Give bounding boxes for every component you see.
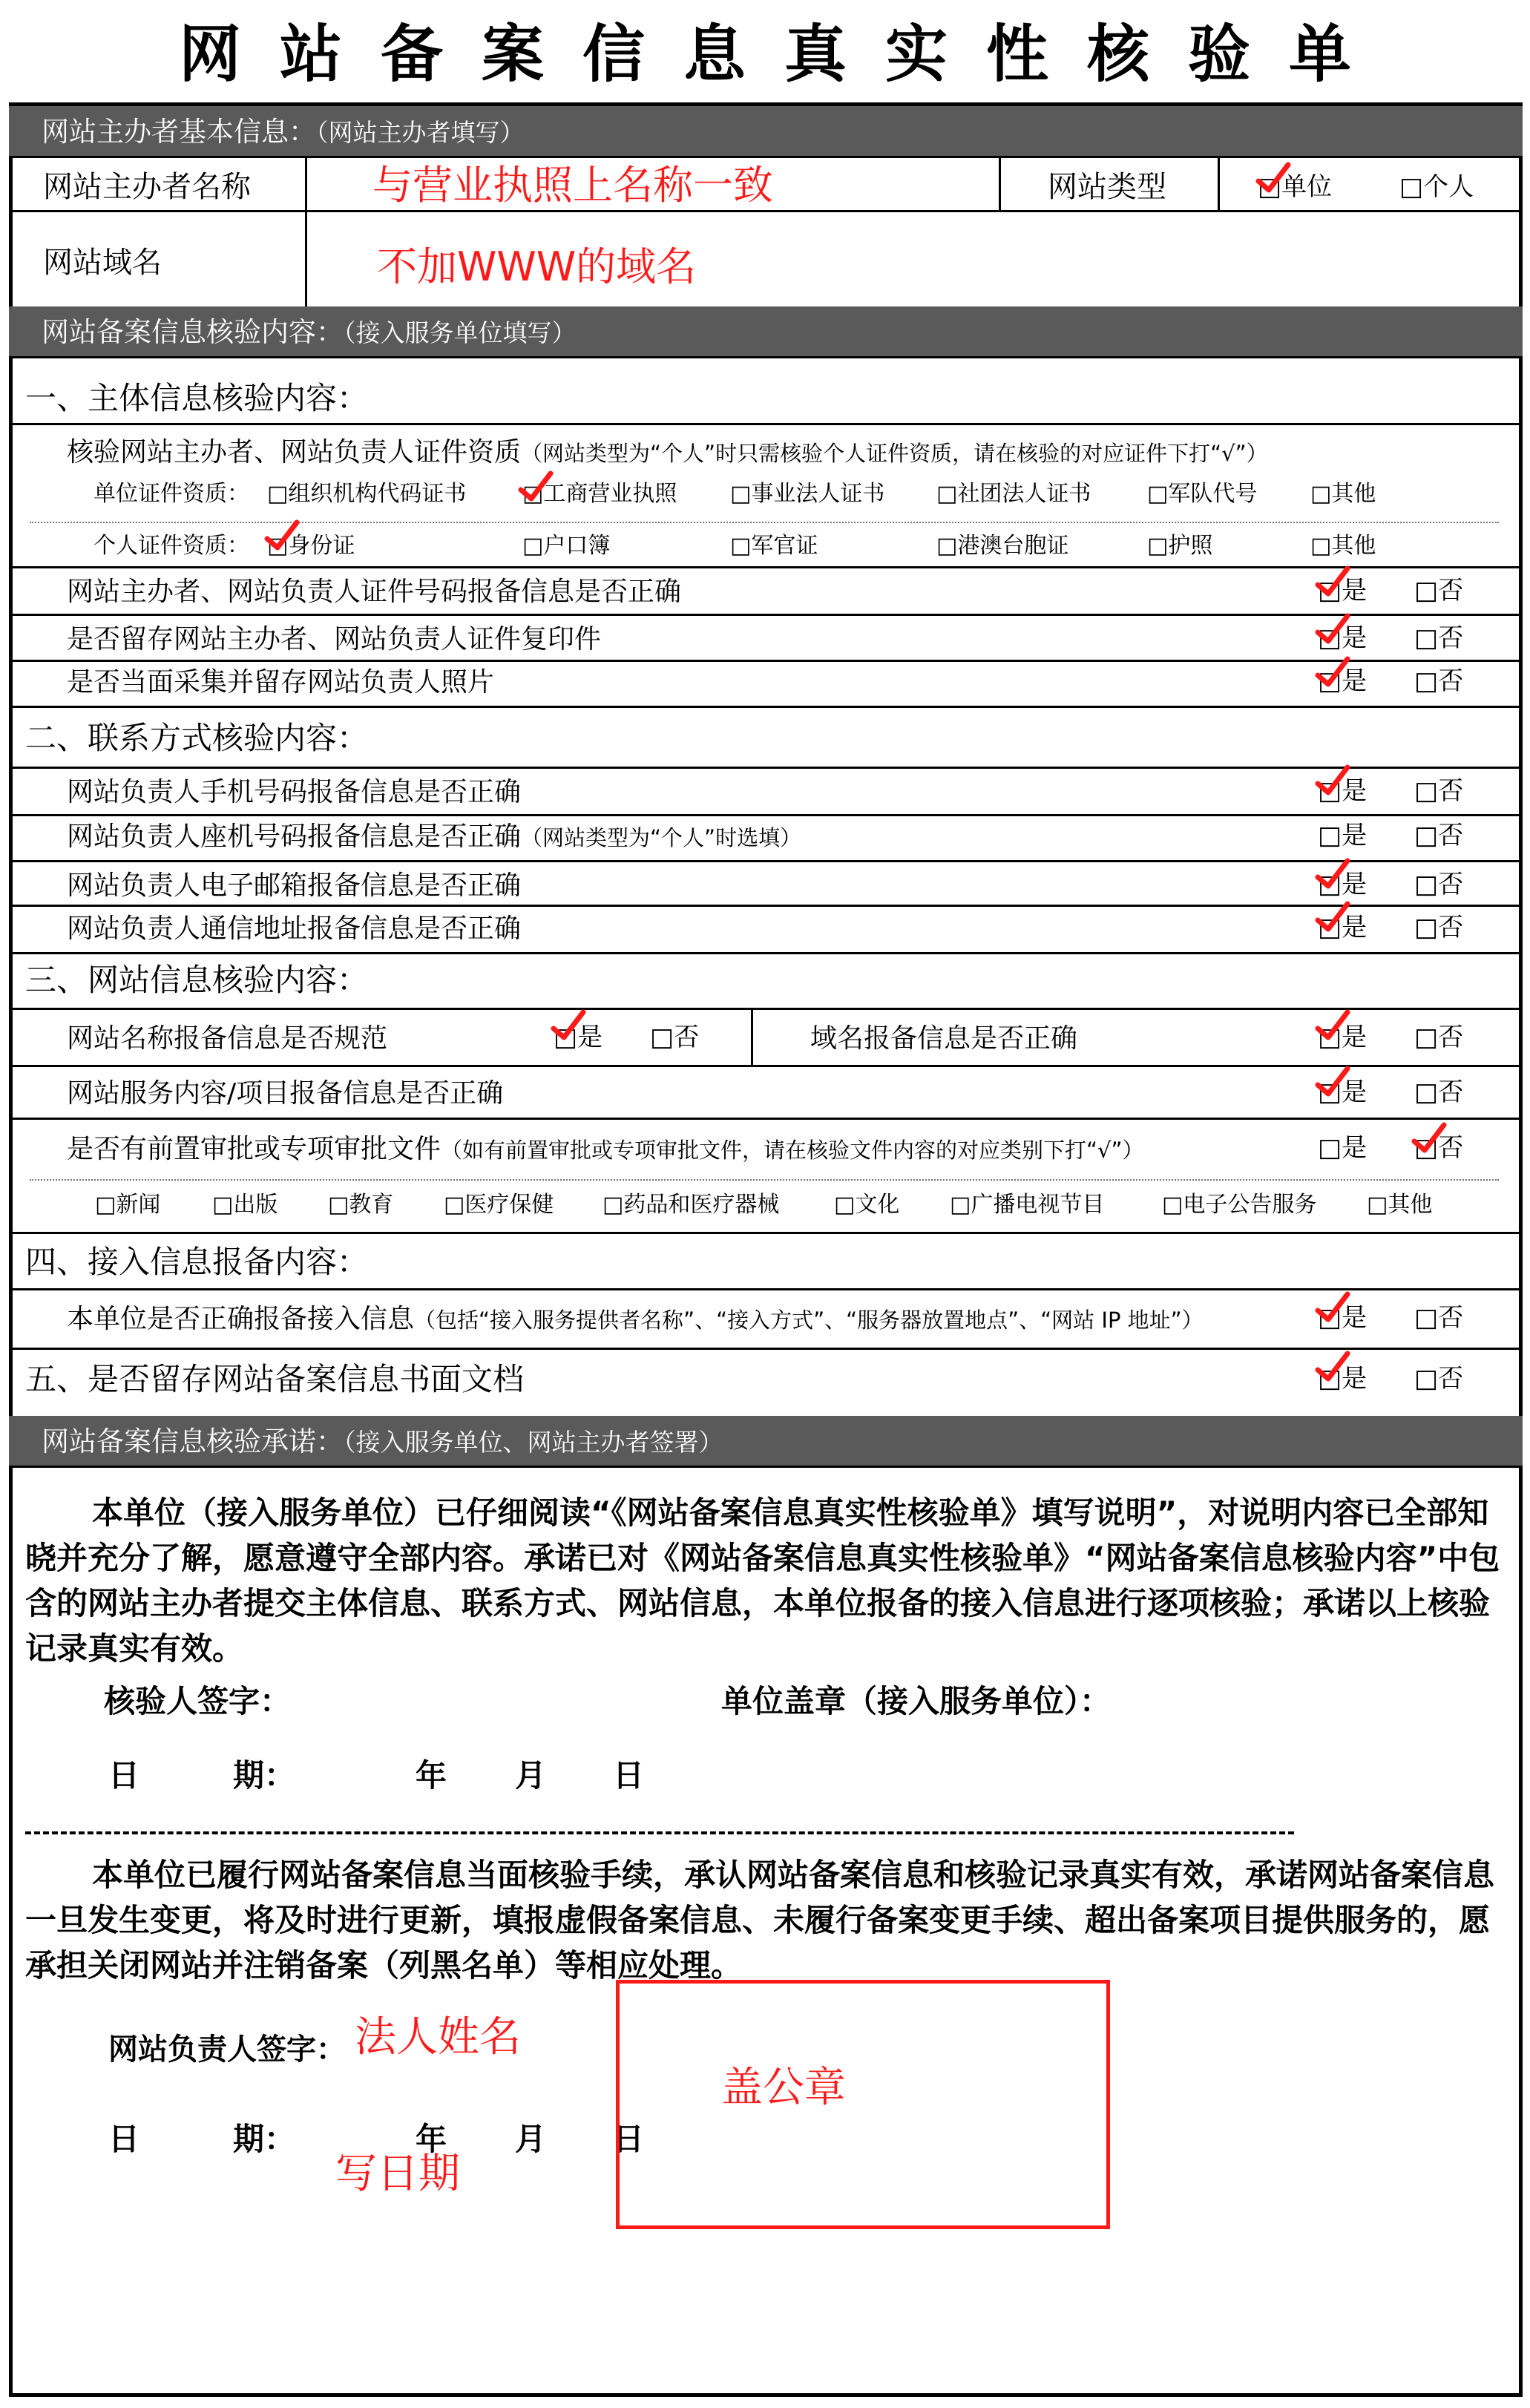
official-seal-hint: 盖公章 xyxy=(721,2064,846,2112)
red-check-icon xyxy=(1411,1122,1447,1155)
category-drugs-checkbox[interactable]: □药品和医疗器械 xyxy=(603,1192,780,1218)
red-check-icon xyxy=(1315,764,1350,797)
check-item-landline-note: （网站类型为“个人”时选填） xyxy=(521,825,802,850)
section-header-note: （网站主办者填写） xyxy=(316,118,525,147)
personal-cert-passport-checkbox[interactable]: □护照 xyxy=(1147,533,1213,559)
check-item-cert-copy: 是否留存网站主办者、网站负责人证件复印件 xyxy=(67,624,602,655)
red-check-icon xyxy=(1315,1351,1350,1383)
part2-title: 二、联系方式核验内容： xyxy=(25,720,369,756)
commitment-paragraph-1: 本单位（接入服务单位）已仔细阅读“《网站备案信息真实性核验单》填写说明”，对说明内容已全部知晓并充分了解，愿意遵守全部内容。承诺已对《网站备案信息真实性核验单》“网站备案信息核验内容”中包含的网站主办者提交主体信息、联系方式、网站信息，本单位报备的接入信息进行逐项核验；承诺以上核验记录真实有效。 xyxy=(25,1495,1500,1667)
date-label: 日 期： xyxy=(108,2121,296,2157)
personal-cert-hk-mo-tw-checkbox[interactable]: □港澳台胞证 xyxy=(936,533,1069,559)
check-item-access-info xyxy=(67,1303,1204,1335)
no-checkbox[interactable]: □否 xyxy=(1414,821,1464,850)
divider xyxy=(999,158,1001,210)
yes-checkbox[interactable]: □是 xyxy=(554,1023,603,1052)
personal-cert-label: 个人证件资质： xyxy=(93,533,249,559)
red-check-icon xyxy=(1315,1291,1350,1324)
check-item-access-info-note: （包括“接入服务提供者名称”、“接入方式”、“服务器放置地点”、“网站 IP 地址”） xyxy=(414,1308,1204,1333)
red-check-icon xyxy=(1315,565,1350,598)
commitment-paragraph-2: 本单位已履行网站备案信息当面核验手续，承认网站备案信息和核验记录真实有效，承诺网站备案信息一旦发生变更，将及时进行更新，填报虚假备案信息、未履行备案变更手续、超出备案项目提供服务的，愿承担关闭网站并注销备案（列黑名单）等相应处理。 xyxy=(25,1857,1495,1984)
red-check-icon xyxy=(1315,1009,1350,1042)
divider xyxy=(305,158,307,306)
divider xyxy=(9,767,1523,769)
category-healthcare-checkbox[interactable]: □医疗保健 xyxy=(444,1192,554,1218)
divider xyxy=(9,660,1523,662)
divider xyxy=(9,706,1523,708)
divider xyxy=(9,1232,1523,1234)
no-checkbox[interactable]: □否 xyxy=(1414,776,1464,806)
divider xyxy=(751,1008,753,1065)
unit-cert-org-code-checkbox[interactable]: □组织机构代码证书 xyxy=(267,481,467,507)
category-bbs-checkbox[interactable]: □电子公告服务 xyxy=(1162,1192,1317,1218)
divider xyxy=(30,522,1499,523)
category-publishing-checkbox[interactable]: □出版 xyxy=(212,1192,278,1218)
official-seal-box[interactable] xyxy=(616,1980,1110,2229)
red-check-icon xyxy=(1315,613,1350,646)
divider xyxy=(9,1348,1523,1350)
cert-qualification-line xyxy=(67,436,1268,468)
yes-checkbox[interactable]: □是 xyxy=(1318,913,1368,942)
no-checkbox[interactable]: □否 xyxy=(1414,1023,1464,1052)
yes-checkbox[interactable]: □是 xyxy=(1318,1077,1368,1107)
red-check-icon xyxy=(1315,656,1350,689)
date-month-label: 月 xyxy=(515,2121,547,2157)
part5-title: 五、是否留存网站备案信息书面文档 xyxy=(25,1361,525,1397)
yes-checkbox[interactable]: □是 xyxy=(1318,666,1368,696)
no-checkbox[interactable]: □否 xyxy=(650,1023,700,1052)
red-check-icon xyxy=(518,470,554,503)
section-header-commitment xyxy=(9,1416,1523,1468)
divider xyxy=(1218,158,1220,210)
category-news-checkbox[interactable]: □新闻 xyxy=(95,1192,161,1218)
check-item-access-info-text: 本单位是否正确报备接入信息 xyxy=(67,1304,415,1334)
unit-cert-label: 单位证件资质： xyxy=(93,481,249,507)
yes-checkbox[interactable]: □是 xyxy=(1318,1133,1368,1163)
date-month-label: 月 xyxy=(515,1757,547,1794)
section-header-title: 网站备案信息核验内容： xyxy=(42,316,344,348)
yes-checkbox[interactable]: □是 xyxy=(1318,776,1368,806)
divider xyxy=(9,1065,1523,1067)
no-checkbox[interactable]: □否 xyxy=(1414,623,1464,653)
cert-qualification-note: （网站类型为“个人”时只需核验个人证件资质，请在核验的对应证件下打“√”） xyxy=(521,441,1268,466)
divider xyxy=(30,1179,1499,1181)
red-check-icon xyxy=(551,1009,586,1042)
no-checkbox[interactable]: □否 xyxy=(1414,1077,1464,1107)
check-item-mobile: 网站负责人手机号码报备信息是否正确 xyxy=(67,777,522,807)
responsible-sign-label: 网站负责人签字： xyxy=(108,2033,346,2067)
verifier-sign-label: 核验人签字： xyxy=(104,1683,292,1719)
yes-checkbox[interactable]: □是 xyxy=(1318,1023,1368,1052)
red-check-icon xyxy=(1315,901,1350,934)
check-item-service: 网站服务内容/项目报备信息是否正确 xyxy=(67,1078,504,1109)
site-type-personal-checkbox[interactable]: □个人 xyxy=(1399,172,1474,202)
part1-title: 一、主体信息核验内容： xyxy=(25,380,369,416)
section-header-title: 网站主办者基本信息： xyxy=(42,116,316,148)
no-checkbox[interactable]: □否 xyxy=(1414,1303,1464,1333)
site-type-unit-checkbox[interactable]: □单位 xyxy=(1258,172,1333,202)
no-checkbox[interactable]: □否 xyxy=(1414,666,1464,696)
divider xyxy=(9,905,1523,907)
yes-checkbox[interactable]: □是 xyxy=(1318,821,1368,850)
unit-cert-other-checkbox[interactable]: □其他 xyxy=(1310,481,1376,507)
site-type-label: 网站类型 xyxy=(1048,170,1166,204)
category-other-checkbox[interactable]: □其他 xyxy=(1367,1192,1433,1218)
divider xyxy=(9,566,1523,568)
date-field[interactable]: 写日期 xyxy=(335,2150,460,2198)
divider xyxy=(9,1118,1523,1120)
responsible-sign-field[interactable]: 法人姓名 xyxy=(355,2013,521,2061)
red-check-icon xyxy=(1315,858,1350,890)
check-item-preapproval-note: （如有前置审批或专项审批文件，请在核验文件内容的对应类别下打“√”） xyxy=(441,1138,1144,1163)
yes-checkbox[interactable]: □是 xyxy=(1318,870,1368,899)
divider xyxy=(9,1008,1523,1010)
divider xyxy=(9,423,1523,425)
sponsor-name-label: 网站主办者名称 xyxy=(43,170,251,204)
date-year-label: 年 xyxy=(416,2121,447,2157)
check-item-landline xyxy=(67,821,801,853)
check-item-photo: 是否当面采集并留存网站负责人照片 xyxy=(67,667,495,698)
divider xyxy=(9,814,1523,816)
unit-cert-military-checkbox[interactable]: □军队代号 xyxy=(1147,481,1258,507)
section-header-title: 网站备案信息核验承诺： xyxy=(42,1426,344,1457)
category-culture-checkbox[interactable]: □文化 xyxy=(834,1192,900,1218)
check-item-email: 网站负责人电子邮箱报备信息是否正确 xyxy=(67,870,522,901)
sponsor-name-field[interactable]: 与营业执照上名称一致 xyxy=(372,162,773,209)
yes-checkbox[interactable]: □是 xyxy=(1318,1364,1368,1394)
yes-checkbox[interactable]: □是 xyxy=(1318,623,1368,653)
part4-title: 四、接入信息报备内容： xyxy=(25,1244,369,1280)
personal-cert-other-checkbox[interactable]: □其他 xyxy=(1310,533,1376,559)
divider xyxy=(9,614,1523,616)
personal-cert-id-card-checkbox[interactable]: □身份证 xyxy=(267,533,355,559)
red-check-icon xyxy=(264,519,300,552)
domain-label: 网站域名 xyxy=(43,246,162,280)
section-header-basic-info xyxy=(9,106,1523,158)
category-broadcast-checkbox[interactable]: □广播电视节目 xyxy=(950,1192,1105,1218)
check-item-domain: 域名报备信息是否正确 xyxy=(810,1023,1078,1054)
no-checkbox[interactable]: □否 xyxy=(1414,1364,1464,1394)
date-year-label: 年 xyxy=(416,1757,447,1794)
divider xyxy=(9,952,1523,954)
section-header-note: （接入服务单位、网站主办者签署） xyxy=(344,1428,723,1457)
check-item-address: 网站负责人通信地址报备信息是否正确 xyxy=(67,913,522,944)
unit-cert-association-checkbox[interactable]: □社团法人证书 xyxy=(936,481,1091,507)
yes-checkbox[interactable]: □是 xyxy=(1318,576,1368,606)
check-item-cert-number: 网站主办者、网站负责人证件号码报备信息是否正确 xyxy=(67,577,682,607)
divider xyxy=(9,210,1523,212)
no-checkbox[interactable]: □否 xyxy=(1414,576,1464,606)
yes-checkbox[interactable]: □是 xyxy=(1318,1303,1368,1333)
category-education-checkbox[interactable]: □教育 xyxy=(328,1192,394,1218)
no-checkbox[interactable]: □否 xyxy=(1414,870,1464,899)
divider xyxy=(9,860,1523,862)
section-header-note: （接入服务单位填写） xyxy=(344,318,577,347)
check-item-landline-text: 网站负责人座机号码报备信息是否正确 xyxy=(67,821,522,852)
cert-qualification-text: 核验网站主办者、网站负责人证件资质 xyxy=(67,437,522,468)
divider xyxy=(9,1288,1523,1290)
section-header-verification xyxy=(9,306,1523,358)
personal-cert-officer-checkbox[interactable]: □军官证 xyxy=(730,533,818,559)
unit-cert-business-license-checkbox[interactable]: □工商营业执照 xyxy=(522,481,677,507)
personal-cert-hukou-checkbox[interactable]: □户口簿 xyxy=(522,533,611,559)
document-title: 网站备案信息真实性核验单 xyxy=(178,18,1390,91)
red-check-icon xyxy=(1255,162,1291,194)
unit-seal-label: 单位盖章（接入服务单位）： xyxy=(721,1683,1112,1719)
check-item-site-name: 网站名称报备信息是否规范 xyxy=(67,1023,388,1054)
unit-cert-institution-checkbox[interactable]: □事业法人证书 xyxy=(730,481,885,507)
check-item-preapproval-text: 是否有前置审批或专项审批文件 xyxy=(67,1134,441,1164)
no-checkbox[interactable]: □否 xyxy=(1414,913,1464,942)
date-day-label: 日 xyxy=(613,2121,645,2157)
domain-field[interactable]: 不加WWW的域名 xyxy=(377,243,697,290)
check-item-preapproval xyxy=(67,1133,1144,1165)
no-checkbox[interactable]: □否 xyxy=(1414,1133,1464,1163)
date-day-label: 日 xyxy=(613,1757,645,1794)
date-label: 日 期： xyxy=(108,1757,296,1794)
red-check-icon xyxy=(1315,1066,1350,1098)
part3-title: 三、网站信息核验内容： xyxy=(25,962,369,998)
dashed-separator xyxy=(25,1831,1294,1834)
